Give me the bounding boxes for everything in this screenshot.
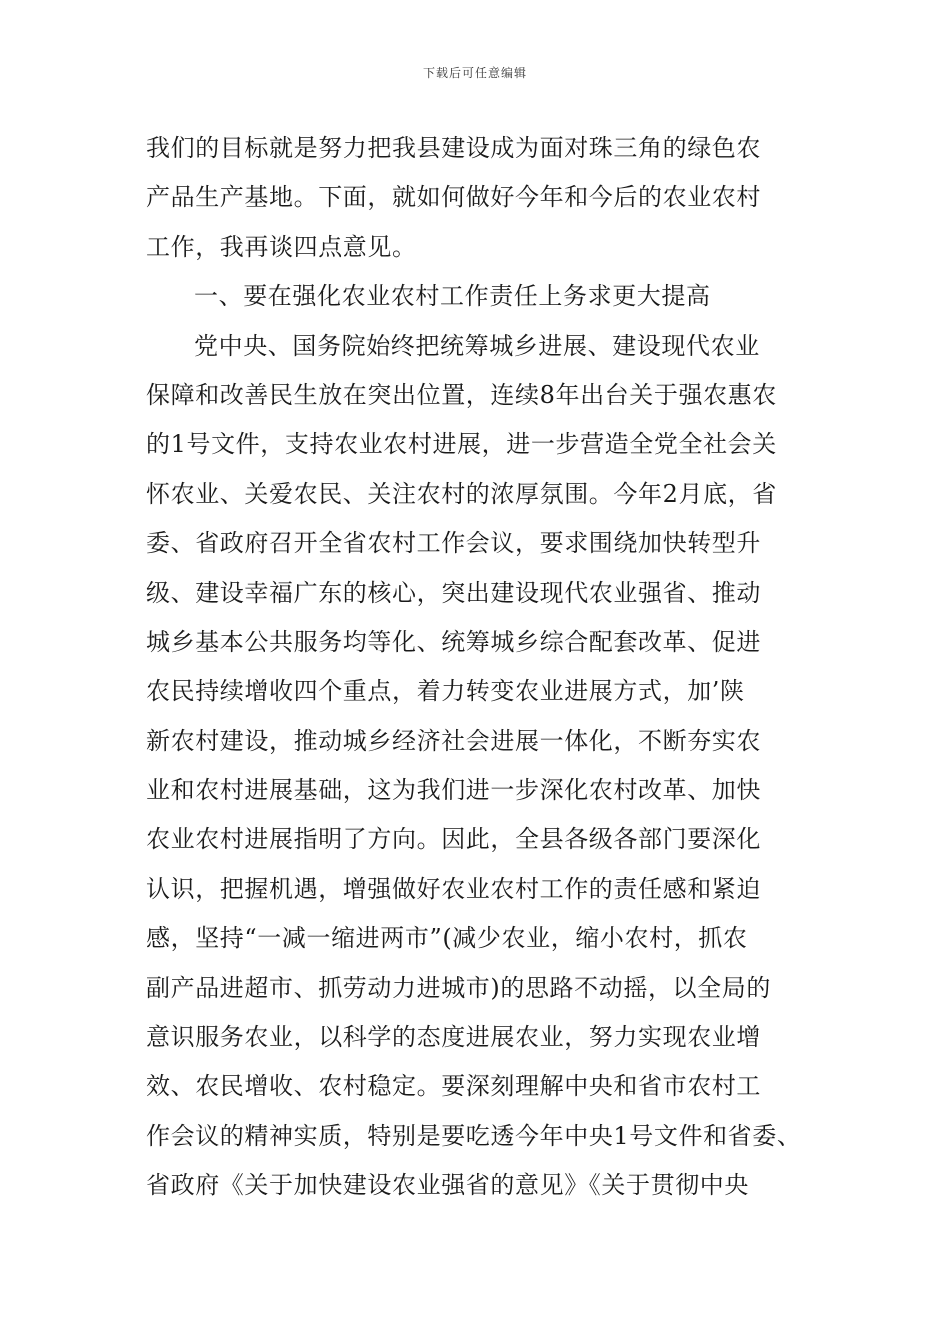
- text-line: 党中央、国务院始终把统筹城乡进展、建设现代农业: [194, 331, 760, 360]
- text-line: 新农村建设，推动城乡经济社会进展一体化，不断夯实农: [146, 726, 761, 755]
- text-line: 我们的目标就是努力把我县建设成为面对珠三角的绿色农: [146, 134, 761, 162]
- text-line: 意识服务农业，以科学的态度进展农业，努力实现农业增: [146, 1023, 761, 1052]
- text-line: 的1号文件，支持农业农村进展，进一步营造全党全社会关: [146, 430, 777, 459]
- text-line: 感，坚持“一减一缩进两市”(减少农业，缩小农村，抓农: [146, 924, 748, 953]
- text-line: 城乡基本公共服务均等化、统筹城乡综合配套改革、促进: [146, 627, 761, 656]
- text-line: 农业农村进展指明了方向。因此，全县各级各部门要深化: [146, 825, 761, 854]
- text-line: 工作，我再谈四点意见。: [146, 232, 417, 261]
- text-line: 农民持续增收四个重点，着力转变农业进展方式，加’陕: [146, 677, 745, 706]
- text-line: 业和农村进展基础，这为我们进一步深化农村改革、加快: [146, 776, 761, 805]
- text-line: 作会议的精神实质，特别是要吃透今年中央1号文件和省委、: [146, 1121, 802, 1150]
- text-line: 产品生产基地。下面，就如何做好今年和今后的农业农村: [146, 183, 761, 212]
- body-text: [146, 124, 826, 1211]
- text-line: 副产品进超市、抓劳动力进城市)的思路不动摇，以全局的: [146, 973, 771, 1002]
- text-line: 认识，把握机遇，增强做好农业农村工作的责任感和紧迫: [146, 874, 761, 903]
- text-line: 怀农业、关爱农民、关注农村的浓厚氛围。今年2月底，省: [146, 479, 777, 508]
- download-note: 下载后可任意编辑: [422, 66, 527, 80]
- text-line: 级、建设幸福广东的核心，突出建设现代农业强省、推动: [146, 578, 761, 607]
- text-line: 省政府《关于加快建设农业强省的意见》《关于贯彻中央: [146, 1171, 749, 1200]
- text-line: 效、农民增收、农村稳定。要深刻理解中央和省市农村工: [146, 1072, 761, 1101]
- text-line: 委、省政府召开全省农村工作会议，要求围绕加快转型升: [146, 529, 761, 558]
- text-line: 保障和改善民生放在突出位置，连续8年出台关于强农惠农: [146, 380, 777, 409]
- section-heading: 一、要在强化农业农村工作责任上务求更大提高: [194, 282, 711, 311]
